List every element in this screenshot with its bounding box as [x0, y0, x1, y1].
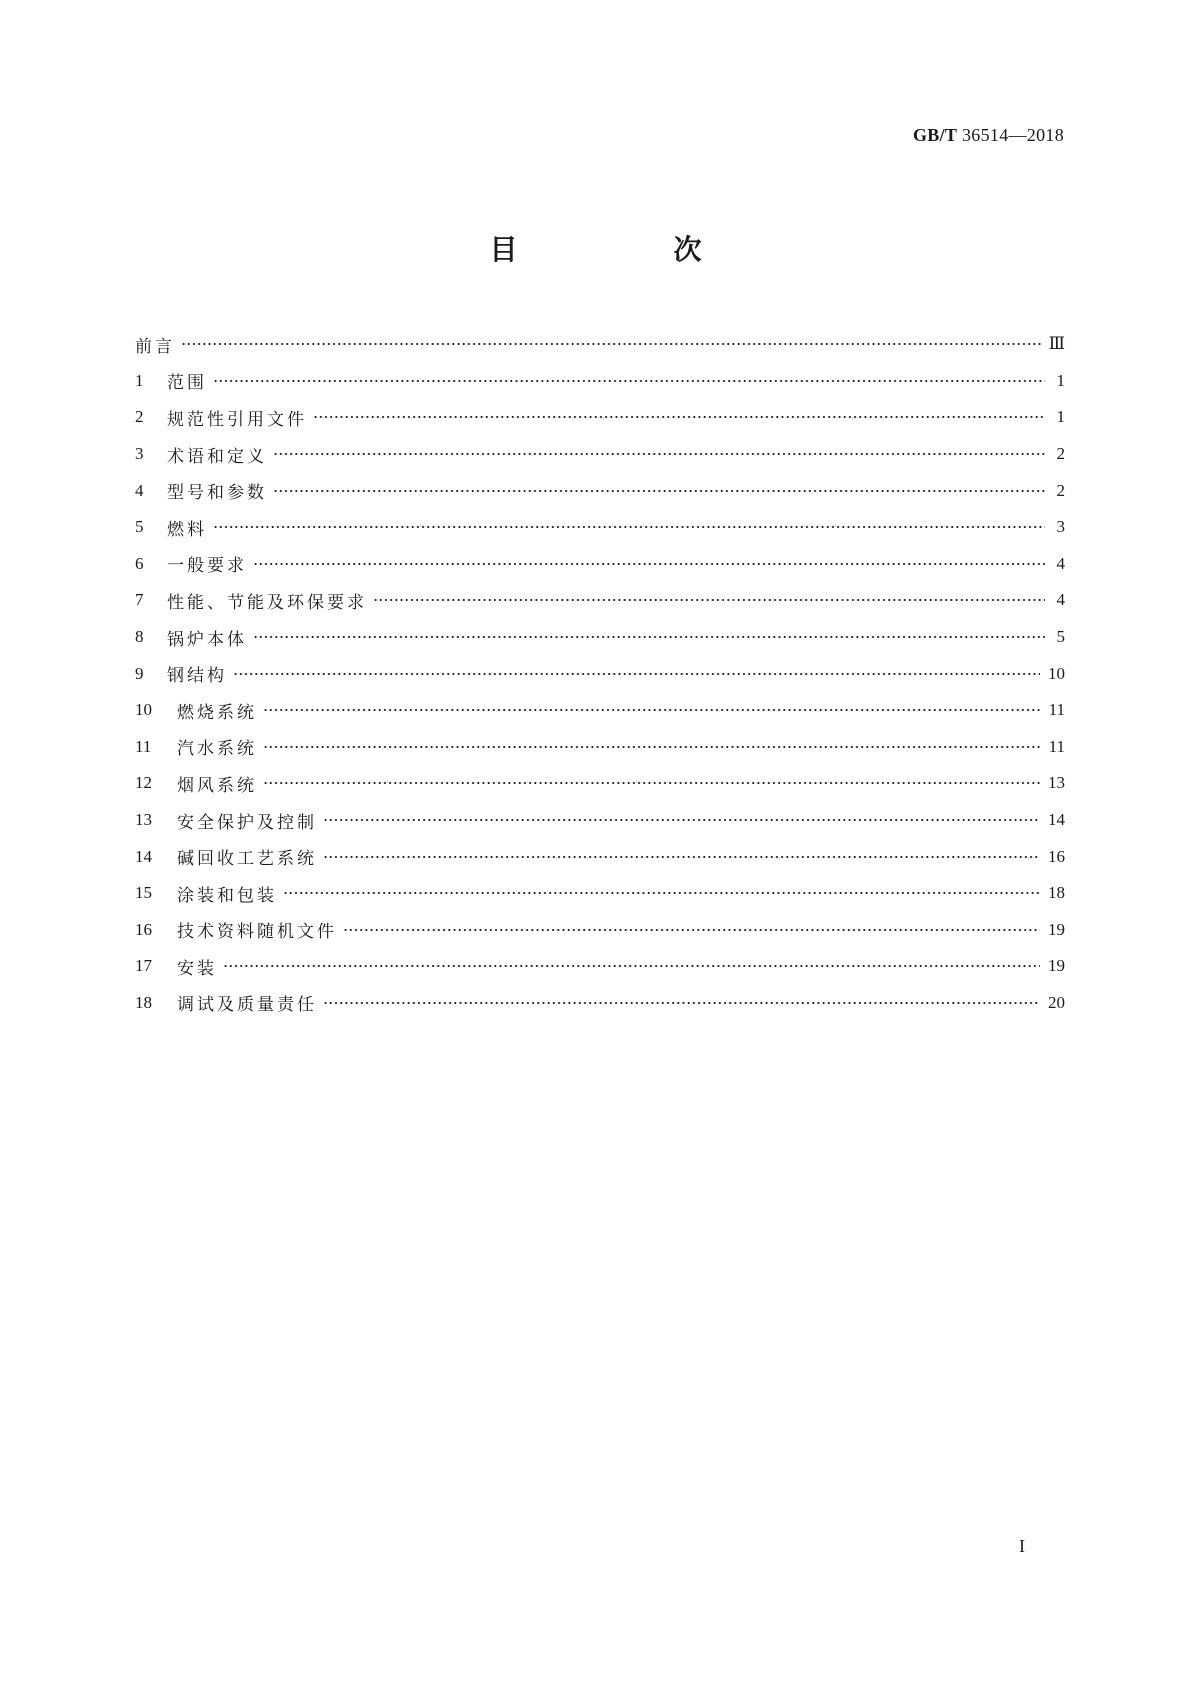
- toc-entry[interactable]: [135, 509, 1065, 546]
- toc-dot-leader: [263, 745, 1041, 749]
- toc-entry-number: 11: [135, 736, 152, 756]
- toc-entry-number: 4: [135, 480, 144, 500]
- toc-dot-leader: [213, 379, 1045, 383]
- page-title: 目 次: [489, 233, 766, 266]
- toc-entry-label: 一般要求: [167, 556, 247, 577]
- toc-entry[interactable]: [135, 729, 1065, 766]
- toc-entry-page: 19: [1048, 919, 1065, 939]
- toc-entry-page: 1: [1056, 370, 1065, 390]
- standard-prefix: GB/T: [912, 125, 958, 145]
- toc-entry[interactable]: [135, 838, 1065, 875]
- toc-entry-label: 燃料: [167, 519, 207, 540]
- toc-entry-page: 3: [1056, 517, 1065, 537]
- toc-dot-leader: [373, 598, 1045, 602]
- toc-entry-page: 1: [1056, 407, 1065, 427]
- toc-entry[interactable]: [135, 582, 1065, 619]
- toc-entry-number: 2: [135, 407, 144, 427]
- toc-dot-leader: [323, 855, 1040, 859]
- table-of-contents: [135, 326, 1065, 1021]
- toc-entry[interactable]: [135, 765, 1065, 802]
- toc-entry-page: 18: [1048, 883, 1065, 903]
- toc-entry-page: 14: [1048, 810, 1065, 830]
- toc-dot-leader: [253, 562, 1045, 566]
- toc-dot-leader: [323, 818, 1040, 822]
- toc-entry-number: 6: [135, 553, 144, 573]
- toc-entry[interactable]: [135, 875, 1065, 912]
- toc-entry-number: 10: [135, 700, 152, 720]
- toc-dot-leader: [283, 891, 1040, 895]
- toc-entry-number: 3: [135, 444, 144, 464]
- toc-entry-label: 安全保护及控制: [177, 812, 317, 833]
- toc-dot-leader: [263, 781, 1040, 785]
- toc-dot-leader: [323, 1001, 1040, 1005]
- toc-entry[interactable]: [135, 692, 1065, 729]
- toc-entry-label: 燃烧系统: [177, 702, 257, 723]
- toc-entry-page: 2: [1056, 480, 1065, 500]
- toc-dot-leader: [233, 672, 1040, 676]
- toc-entry-page: 16: [1048, 846, 1065, 866]
- toc-entry-label: 调试及质量责任: [177, 995, 317, 1016]
- toc-entry-number: 18: [135, 992, 152, 1012]
- toc-entry[interactable]: [135, 619, 1065, 656]
- toc-entry[interactable]: [135, 363, 1065, 400]
- toc-dot-leader: [313, 415, 1045, 419]
- toc-entry[interactable]: [135, 472, 1065, 509]
- toc-entry[interactable]: [135, 546, 1065, 583]
- toc-entry-label: 碱回收工艺系统: [177, 849, 317, 870]
- toc-entry-number: 5: [135, 517, 144, 537]
- toc-dot-leader: [213, 525, 1045, 529]
- toc-entry-label: 汽水系统: [177, 739, 257, 760]
- toc-entry[interactable]: [135, 326, 1065, 363]
- toc-entry-label: 涂装和包装: [177, 885, 277, 906]
- toc-entry-number: 9: [135, 663, 144, 683]
- toc-entry-number: 1: [135, 370, 144, 390]
- toc-dot-leader: [223, 964, 1040, 968]
- toc-entry-page: 10: [1048, 663, 1065, 683]
- toc-entry-label: 术语和定义: [167, 446, 267, 467]
- toc-entry-label: 前言: [135, 336, 175, 357]
- toc-entry[interactable]: [135, 985, 1065, 1022]
- toc-entry-label: 规范性引用文件: [167, 409, 307, 430]
- toc-dot-leader: [253, 635, 1045, 639]
- toc-entry-label: 钢结构: [167, 666, 227, 687]
- toc-dot-leader: [181, 342, 1041, 346]
- standard-number: 36514—2018: [962, 125, 1064, 145]
- toc-entry-number: 7: [135, 590, 144, 610]
- toc-dot-leader: [263, 708, 1041, 712]
- toc-entry-number: 15: [135, 883, 152, 903]
- toc-entry-page: 19: [1048, 956, 1065, 976]
- toc-entry[interactable]: [135, 436, 1065, 473]
- toc-entry-page: 11: [1048, 736, 1065, 756]
- toc-entry-page: 4: [1056, 553, 1065, 573]
- toc-entry-number: 17: [135, 956, 152, 976]
- toc-entry-page: 20: [1048, 992, 1065, 1012]
- toc-dot-leader: [343, 928, 1040, 932]
- toc-entry-page: 11: [1048, 700, 1065, 720]
- toc-entry-label: 锅炉本体: [167, 629, 247, 650]
- toc-entry[interactable]: [135, 399, 1065, 436]
- toc-entry-number: 8: [135, 627, 144, 647]
- toc-entry-label: 型号和参数: [167, 483, 267, 504]
- toc-entry-page: 2: [1056, 444, 1065, 464]
- toc-entry-page: 4: [1056, 590, 1065, 610]
- toc-dot-leader: [273, 452, 1045, 456]
- toc-entry-page: 5: [1056, 627, 1065, 647]
- standard-code: [913, 125, 1064, 146]
- toc-entry-label: 安装: [177, 958, 217, 979]
- toc-entry-label: 技术资料随机文件: [177, 922, 337, 943]
- toc-entry[interactable]: [135, 912, 1065, 949]
- toc-entry-number: 13: [135, 810, 152, 830]
- toc-entry[interactable]: [135, 802, 1065, 839]
- toc-entry-number: 12: [135, 773, 152, 793]
- toc-entry-page: Ⅲ: [1048, 334, 1065, 354]
- toc-entry[interactable]: [135, 655, 1065, 692]
- toc-entry-number: 16: [135, 919, 152, 939]
- toc-entry-label: 范围: [167, 373, 207, 394]
- toc-entry[interactable]: [135, 948, 1065, 985]
- toc-entry-label: 性能、节能及环保要求: [167, 592, 367, 613]
- toc-entry-label: 烟风系统: [177, 775, 257, 796]
- toc-entry-number: 14: [135, 846, 152, 866]
- toc-entry-page: 13: [1048, 773, 1065, 793]
- toc-dot-leader: [273, 489, 1045, 493]
- page-number: I: [1019, 1536, 1025, 1556]
